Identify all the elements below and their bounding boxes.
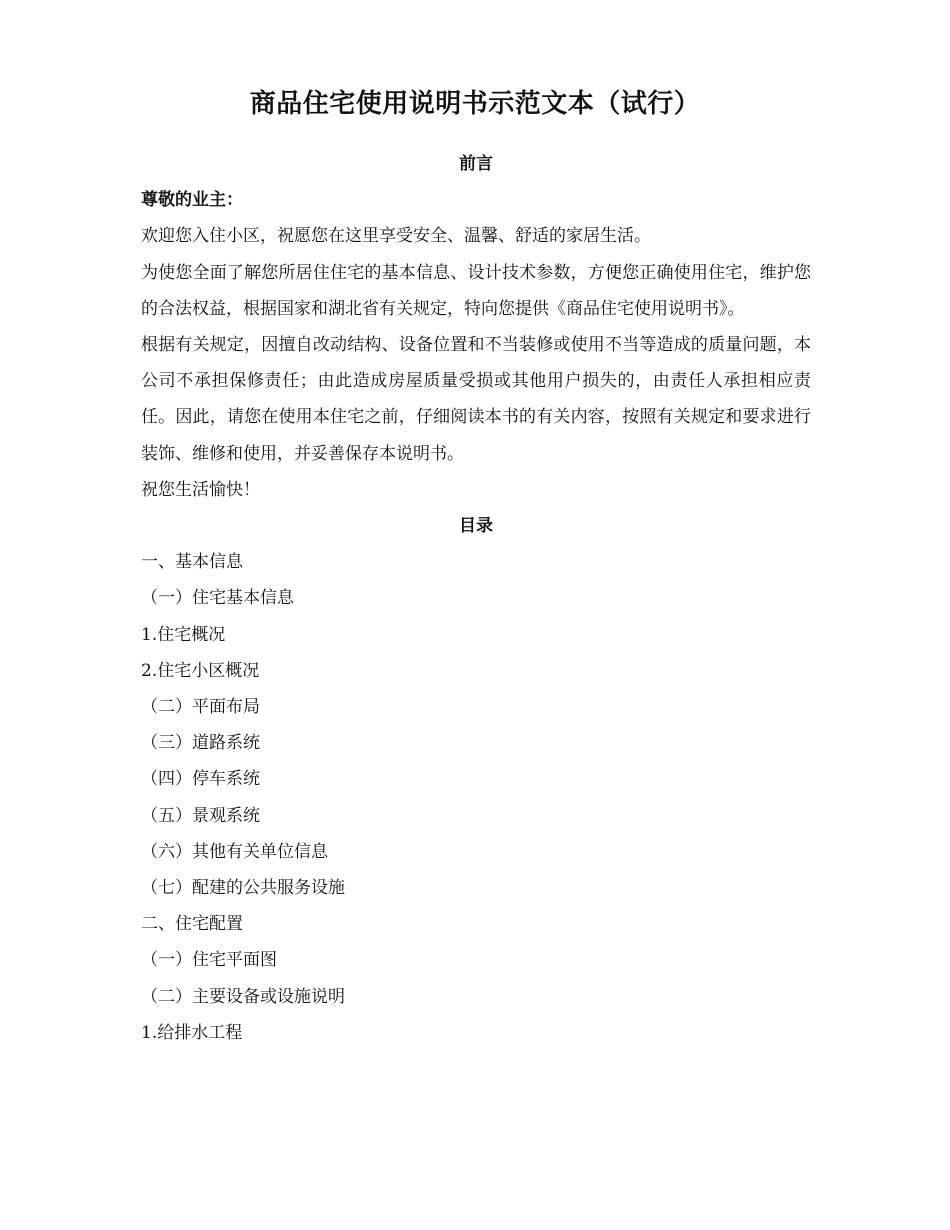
document-body [141, 146, 811, 1051]
toc-item: 1.住宅概况 [141, 624, 226, 645]
document-title: 商品住宅使用说明书示范文本（试行） [249, 89, 701, 119]
toc-item: （二）平面布局 [141, 697, 260, 718]
toc-item: 1.给排水工程 [141, 1022, 243, 1043]
toc-item: 2.住宅小区概况 [141, 660, 260, 681]
toc-item: （二）主要设备或设施说明 [141, 986, 345, 1007]
toc-item: 一、基本信息 [141, 552, 243, 573]
preface-heading: 前言 [459, 154, 493, 174]
toc-item: （五）景观系统 [141, 805, 260, 826]
salutation: 尊敬的业主： [141, 190, 243, 211]
toc-item: （一）住宅基本信息 [141, 588, 294, 609]
toc-item: （三）道路系统 [141, 733, 260, 754]
toc-item: （七）配建的公共服务设施 [141, 878, 345, 899]
toc-item: （一）住宅平面图 [141, 950, 277, 971]
paragraph-closing: 祝您生活愉快！ [141, 479, 260, 500]
toc-item: 二、住宅配置 [141, 914, 243, 935]
paragraph-liability: 根据有关规定，因擅自改动结构、设备位置和不当装修或使用不当等造成的质量问题，本公司不承担保修责任；由此造成房屋质量受损或其他用户损失的，由责任人承担相应责任。因此，请您在使用本住宅之前，仔细阅读本书的有关内容，按照有关规定和要求进行装饰、维修和使用，并妥善保存本说明书。 [141, 335, 811, 464]
toc-item: （四）停车系统 [141, 769, 260, 790]
paragraph-welcome: 欢迎您入住小区，祝愿您在这里享受安全、温馨、舒适的家居生活。 [141, 226, 651, 247]
toc-item: （六）其他有关单位信息 [141, 841, 328, 862]
toc-heading: 目录 [459, 516, 493, 537]
paragraph-purpose: 为使您全面了解您所居住住宅的基本信息、设计技术参数，方便您正确使用住宅，维护您的合法权益，根据国家和湖北省有关规定，特向您提供《商品住宅使用说明书》。 [141, 262, 811, 319]
